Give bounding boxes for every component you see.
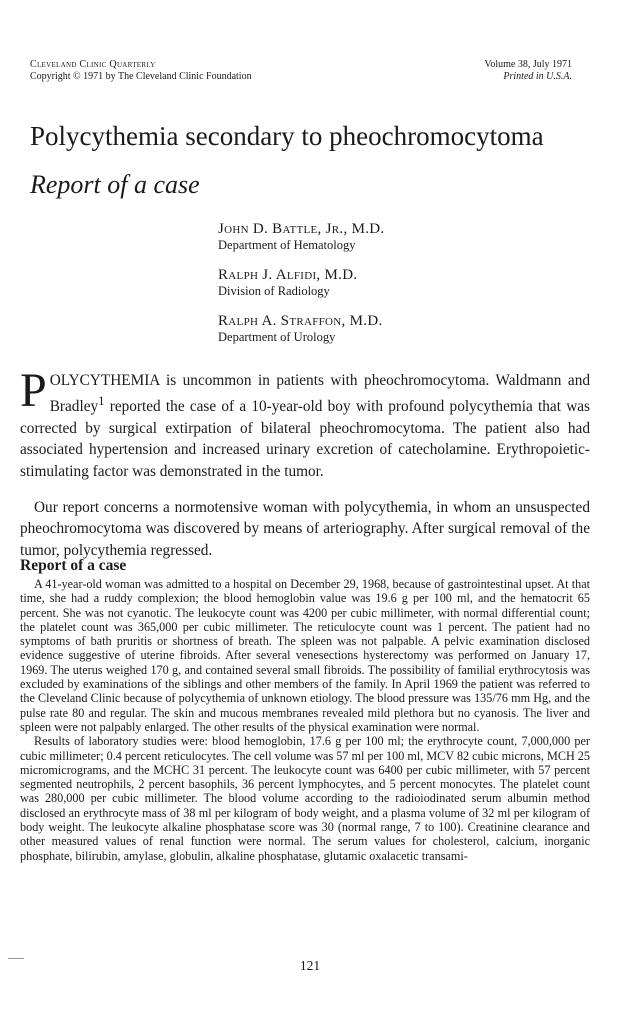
author-name: John D. Battle, Jr., M.D. xyxy=(218,221,385,237)
author-department: Division of Radiology xyxy=(218,284,330,298)
author-department: Department of Urology xyxy=(218,330,336,344)
intro-paragraph xyxy=(20,364,590,482)
section-heading: Report of a case xyxy=(20,557,127,574)
case-report-body xyxy=(20,577,590,863)
author-department: Department of Hematology xyxy=(218,238,356,252)
case-paragraph-2: Results of laboratory studies were: blood hemoglobin, 17.6 g per 100 ml; the erythrocyte count, 7,000,000 per cubic millimeter; 0.4 percent reticulocytes. The cell volume was 57 ml per 100 ml, MCV 82 cubic microns, MCH 25 micromicrograms, and the MCHC 31 percent. The leukocyte count was 6400 per cubic millimeter, with 57 percent segmented neutrophils, 2 percent basophils, 36 percent lymphocytes, and 5 percent monocytes. The platelet count was 280,000 per cubic millimeter. The blood volume according to the radioiodinated serum albumin method disclosed an erythrocyte mass of 38 ml per kilogram of body weight, and a plasma volume of 32 ml per kilogram of body weight. The leukocyte alkaline phosphatase score was 30 (normal range, 7 to 100). Creatinine clearance and other measured values of renal function were normal. The serum values for cholesterol, calcium, inorganic phosphate, bilirubin, amylase, globulin, alkaline phosphatase, glutamic oxalacetic transami- xyxy=(20,734,590,863)
volume-line: Volume 38, July 1971 xyxy=(484,59,572,70)
author-block xyxy=(218,312,578,345)
author-block xyxy=(218,266,578,299)
intro-paragraph-2: Our report concerns a normotensive woman with polycythemia, in whom an unsuspected pheochromocytoma was discovered by means of arteriography. After surgical removal of the tumor, polycythemia regressed. xyxy=(20,499,590,559)
author-block xyxy=(218,220,578,253)
article-subtitle: Report of a case xyxy=(30,170,200,199)
reference-superscript: 1 xyxy=(98,394,105,409)
intro-text-part1: OLYCYTHEMIA is uncommon in patients with pheochromocytoma. Waldmann and Bradley xyxy=(49,372,590,416)
case-paragraph-1: A 41-year-old woman was admitted to a hospital on December 29, 1968, because of gastrointestinal upset. At that time, she had a ruddy complexion; the blood hemoglobin value was 19.6 g per 100 ml, and the hematocrit 65 percent. She was not cyanotic. The leukocyte count was 4200 per cubic millimeter, with normal differential count; the platelet count was 365,000 per cubic millimeter. The reticulocyte count was 1 percent. The patient had no symptoms of bath pruritis or shortness of breath. The spleen was not palpable. A pelvic examination disclosed evidence suggestive of uterine fibroids. After several venesections hysterectomy was performed on January 17, 1969. The uterus weighed 170 g, and contained several small fibroids. The possibility of familial erythrocytosis was excluded by examinations of the siblings and other members of the family. In April 1969 the patient was referred to the Cleveland Clinic because of polycythemia of unknown etiology. The blood pressure was 135/76 mm Hg, and the pulse rate 80 and regular. The skin and mucous membranes revealed mild plethora but no cyanosis. The liver and spleen were not palpably enlarged. The other results of the physical examination were normal. xyxy=(20,577,590,734)
journal-header xyxy=(30,59,252,83)
journal-name: Cleveland Clinic Quarterly xyxy=(30,59,156,70)
author-name: Ralph A. Straffon, M.D. xyxy=(218,313,383,329)
author-name: Ralph J. Alfidi, M.D. xyxy=(218,267,358,283)
page-number: 121 xyxy=(299,958,321,973)
volume-header xyxy=(484,59,572,83)
article-title: Polycythemia secondary to pheochromocytoma xyxy=(30,121,544,151)
printed-line: Printed in U.S.A. xyxy=(503,71,572,82)
drop-cap: P xyxy=(20,364,47,417)
copyright-line: Copyright © 1971 by The Cleveland Clinic Foundation xyxy=(30,71,252,82)
intro-text-part2: reported the case of a 10-year-old boy with profound polycythemia that was corrected by surgical extirpation of bilateral pheochromocytoma. The patient also had associated hypertension and increased urinary excretion of catecholamine. Erythropoietic-stimulating factor was demonstrated in the tumor. xyxy=(20,398,590,480)
author-list xyxy=(218,220,578,358)
